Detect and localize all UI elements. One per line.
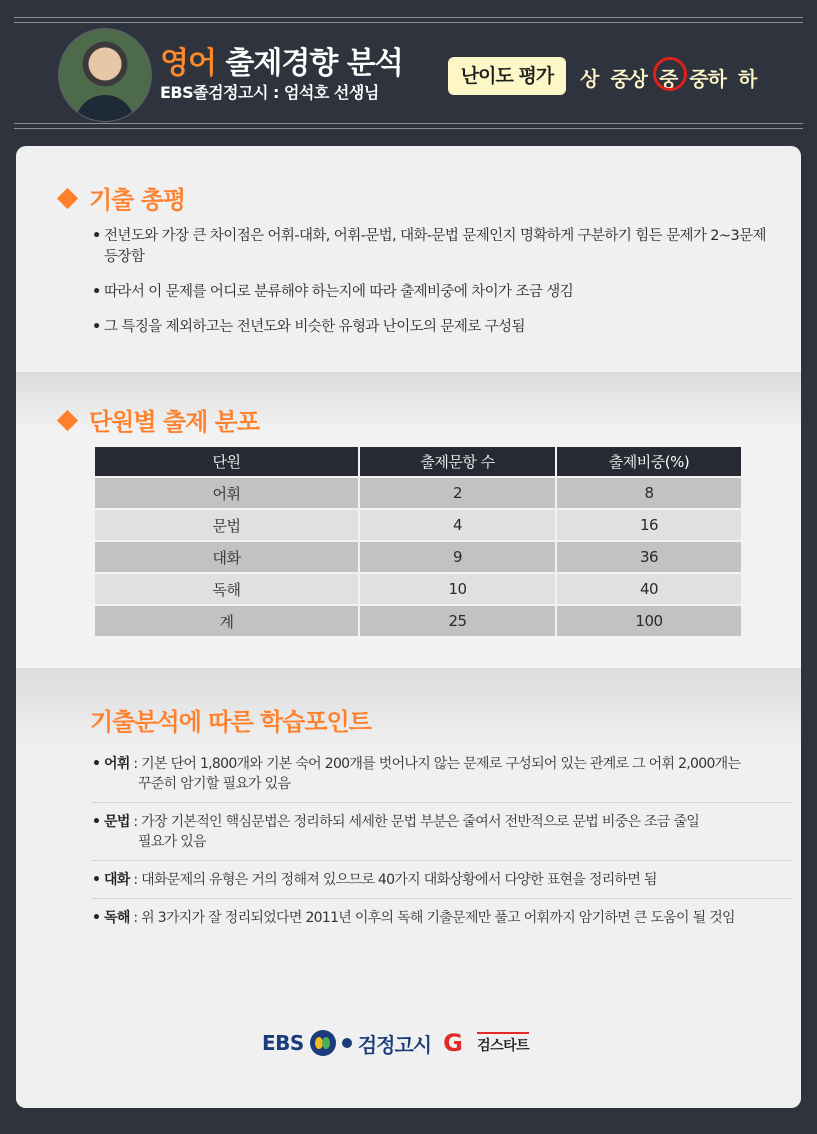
ebs-logo-text: EBS	[262, 1031, 304, 1055]
diamond-icon	[57, 410, 78, 431]
top-divider-2	[14, 22, 803, 23]
table-row	[95, 542, 741, 572]
point-key: 대화	[104, 872, 130, 888]
distribution-title: 단원별 출제 분포	[60, 402, 259, 437]
diamond-icon	[57, 188, 78, 209]
points-list	[92, 754, 792, 945]
table-cell: 대화	[95, 542, 358, 572]
column-header: 출제문항 수	[360, 447, 555, 476]
table-cell: 25	[360, 606, 555, 636]
teacher-avatar	[58, 28, 152, 122]
content-card	[16, 146, 801, 1108]
summary-bullet: • 그 특징을 제외하고는 전년도와 비슷한 유형과 난이도의 문제로 구성됨	[92, 317, 782, 338]
point-text: : 위 3가지가 잘 정리되었다면 2011년 이후의 독해 기출문제만 풀고 어휘까지 암기하면 큰 도움이 될 것임	[129, 910, 735, 926]
table-cell: 4	[360, 510, 555, 540]
level-high: 상	[580, 66, 599, 91]
page-subtitle: EBS졸검정고시 : 엄석호 선생님	[160, 83, 379, 102]
gumstart-logo-text: 검스타트	[477, 1032, 529, 1055]
table-cell: 문법	[95, 510, 358, 540]
table-header-row	[95, 447, 741, 476]
summary-title: 기출 총평	[60, 180, 185, 215]
table-cell: 16	[557, 510, 741, 540]
dot-icon	[342, 1038, 352, 1048]
table-row	[95, 510, 741, 540]
point-item-vocab	[92, 754, 792, 803]
point-text-cont: 꾸준히 암기할 필요가 있음	[138, 776, 291, 792]
column-header: 출제비중(%)	[557, 447, 741, 476]
point-key: 문법	[104, 814, 130, 830]
table-cell: 10	[360, 574, 555, 604]
level-mid-low: 중하	[689, 66, 726, 91]
header	[0, 0, 817, 140]
level-low: 하	[737, 66, 757, 91]
table-row	[95, 478, 741, 508]
distribution-table	[93, 445, 743, 638]
difficulty-badge: 난이도 평가	[448, 57, 566, 95]
summary-bullet: • 따라서 이 문제를 어디로 분류해야 하는지에 따라 출제비중에 차이가 조금 생김	[92, 282, 782, 303]
point-text: : 기본 단어 1,800개와 기본 숙어 200개를 벗어나지 않는 문제로 구성되어 있는 관계로 그 어휘 2,000개는	[129, 756, 741, 772]
table-cell: 계	[95, 606, 358, 636]
point-item-grammar	[92, 812, 792, 861]
point-item-dialogue	[92, 870, 792, 899]
table-cell: 독해	[95, 574, 358, 604]
bottom-divider	[14, 123, 803, 124]
ebs-logo-icon	[310, 1030, 336, 1056]
point-text-cont: 필요가 있음	[138, 834, 206, 850]
point-key: 어휘	[104, 756, 130, 772]
gumjung-logo-text: 검정고시	[357, 1032, 432, 1057]
table-cell: 36	[557, 542, 741, 572]
bottom-divider-2	[14, 128, 803, 129]
footer-logos	[262, 1028, 529, 1058]
point-key: 독해	[104, 910, 130, 926]
point-text: : 가장 기본적인 핵심문법은 정리하되 세세한 문법 부분은 줄여서 전반적으로 문법 비중은 조금 줄일	[129, 814, 700, 830]
summary-bullet: • 전년도와 가장 큰 차이점은 어휘-대화, 어휘-문법, 대화-문법 문제인지 명확하게 구분하기 힘든 문제가 2~3문제 등장함	[92, 226, 782, 268]
top-divider	[14, 17, 803, 18]
point-item-reading	[92, 908, 792, 936]
level-mid-selected: 중	[659, 63, 677, 92]
difficulty-levels	[580, 60, 756, 94]
table-cell: 40	[557, 574, 741, 604]
table-row-total	[95, 606, 741, 636]
summary-list	[92, 226, 782, 352]
level-mid-high: 중상	[610, 66, 647, 91]
table-row	[95, 574, 741, 604]
table-cell: 2	[360, 478, 555, 508]
table-cell: 9	[360, 542, 555, 572]
column-header: 단원	[95, 447, 358, 476]
point-text: : 대화문제의 유형은 거의 정해져 있으므로 40가지 대화상황에서 다양한 표현을 정리하면 됨	[129, 872, 657, 888]
table-cell: 어휘	[95, 478, 358, 508]
table-cell: 8	[557, 478, 741, 508]
gumstart-logo-icon: G	[443, 1029, 463, 1057]
points-title: 기출분석에 따른 학습포인트	[90, 708, 371, 736]
table-cell: 100	[557, 606, 741, 636]
page-title: 영어 출제경향 분석	[160, 46, 403, 81]
